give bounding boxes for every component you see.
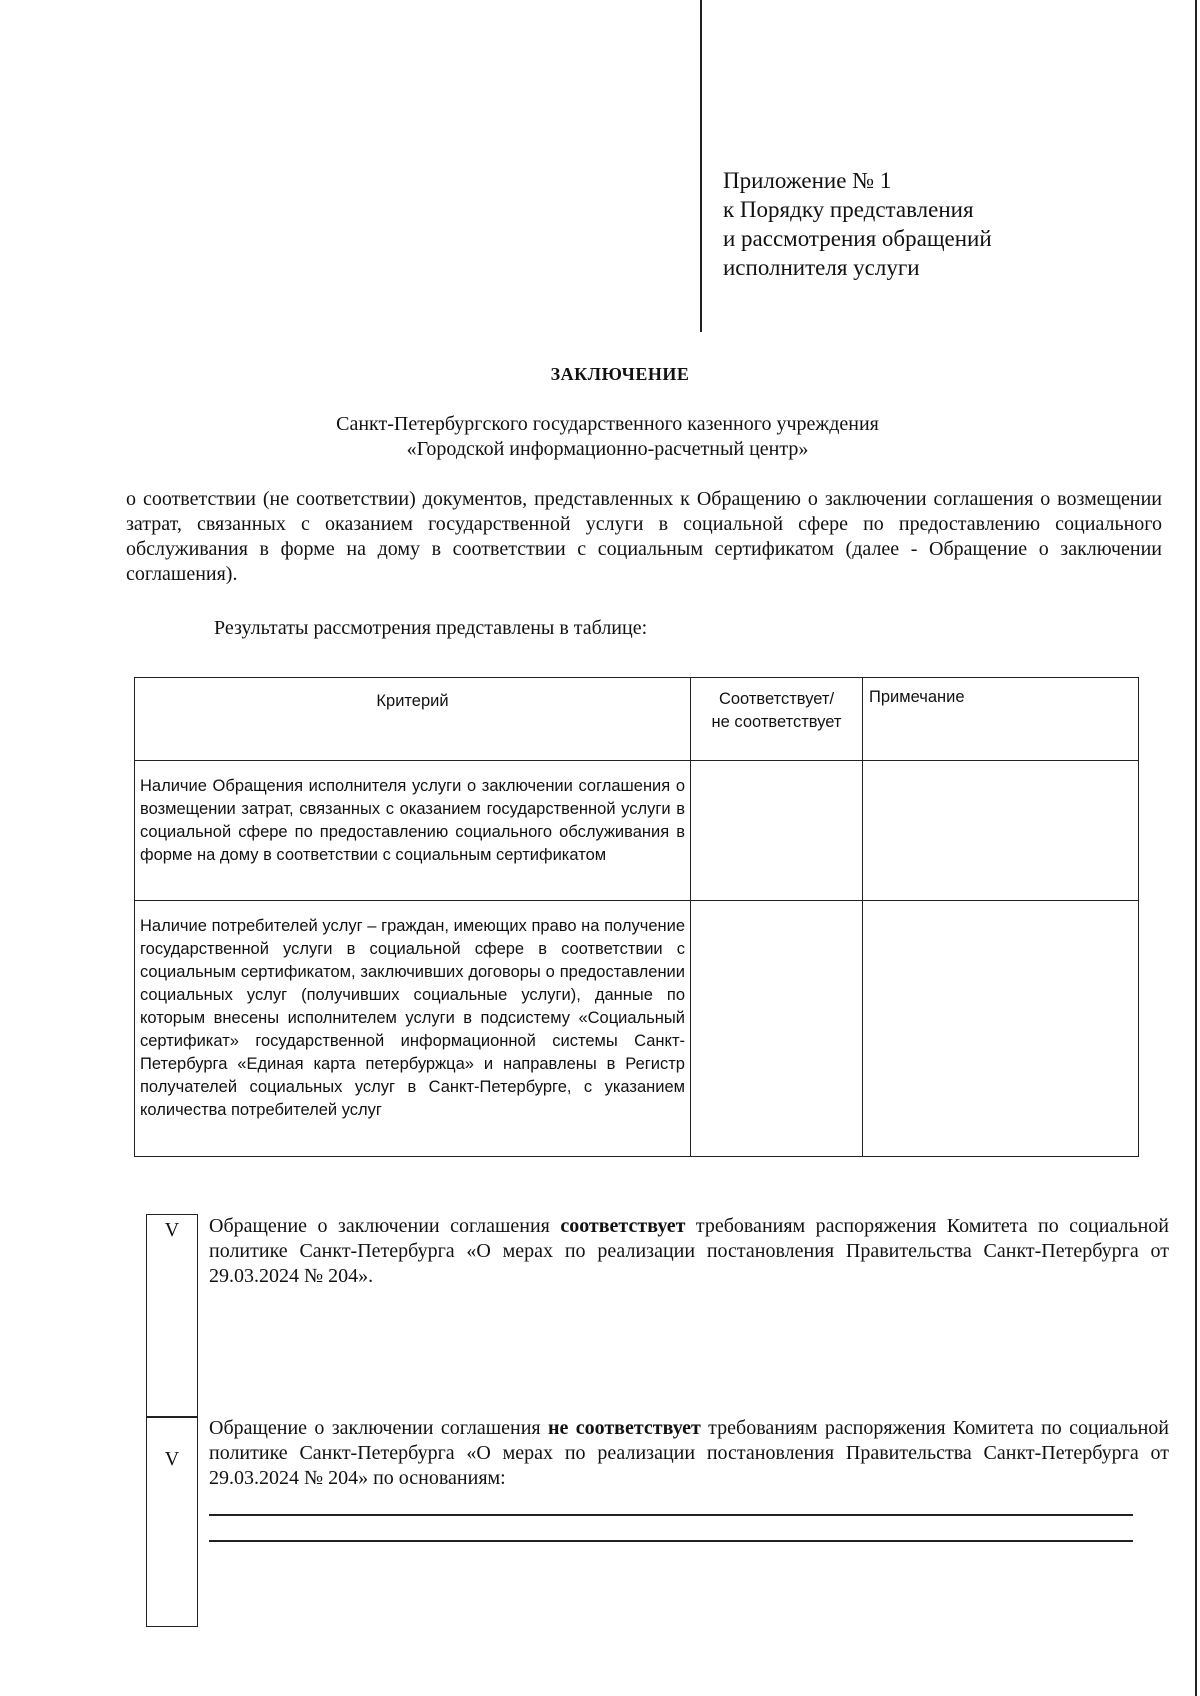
organization-name [0,412,1200,462]
document-title: ЗАКЛЮЧЕНИЕ [550,364,690,384]
organization-line-2: «Городской информационно-расчетный центр» [406,438,809,460]
results-caption: Результаты рассмотрения представлены в таблице: [214,617,648,639]
conclusion-status-bold: не соответствует [547,1417,701,1439]
right-border-line [1195,0,1197,1696]
match-cell[interactable] [691,761,863,901]
table-header-row [135,678,1139,761]
header-match-line-2: не соответствует [711,713,842,731]
margin-vertical-line [700,0,702,332]
header-criterion: Критерий [135,678,691,761]
header-match [691,678,863,761]
conclusion-complies [209,1214,1169,1289]
reason-blank-line-2[interactable] [209,1540,1133,1542]
table-row [135,901,1139,1157]
appendix-note [723,166,992,282]
note-cell[interactable] [863,761,1139,901]
appendix-line-2: к Порядку представления [723,197,974,222]
conclusion-suffix: требованиям распоряжения Комитета по социальной политике Санкт-Петербурга «О мерах по реализации постановления Правительства Санкт-Петербурга от 29.03.2024 № 204». [209,1215,1169,1287]
criteria-table [134,677,1139,1157]
conclusion-prefix: Обращение о заключении соглашения [209,1215,561,1237]
organization-line-1: Санкт-Петербургского государственного казенного учреждения [336,413,879,435]
appendix-line-1: Приложение № 1 [723,168,892,193]
appendix-line-3: и рассмотрения обращений [723,226,992,251]
note-cell[interactable] [863,901,1139,1157]
criterion-cell: Наличие Обращения исполнителя услуги о заключении соглашения о возмещении затрат, связанных с оказанием государственной услуги в социальной сфере по предоставлению социального обслуживания в форме на дому в соответствии с социальным сертификатом [135,761,691,901]
intro-paragraph: о соответствии (не соответствии) документов, представленных к Обращению о заключении соглашения о возмещении затрат, связанных с оказанием государственной услуги в социальной сфере по предоставлению социального обслуживания в форме на дому в соответствии с социальным сертификатом (далее - Обращение о заключении соглашения). [126,488,1162,585]
conclusion-not-complies [209,1416,1169,1491]
header-match-line-1: Соответствует/ [718,690,835,708]
appendix-line-4: исполнителя услуги [723,255,920,280]
reason-blank-line-1[interactable] [209,1514,1133,1516]
checkbox-complies[interactable]: V [146,1214,198,1421]
criterion-cell: Наличие потребителей услуг – граждан, имеющих право на получение государственной услуги в социальной сфере в соответствии с социальным сертификатом, заключивших договоры о предоставлении социальных услуг (получивших социальные услуги), данные по которым внесены исполнителем услуги в подсистему «Социальный сертификат» государственной информационной системы Санкт-Петербурга «Единая карта петербуржца» и направлены в Регистр получателей социальных услуг в Санкт-Петербурге, с указанием количества потребителей услуг [135,901,691,1157]
conclusion-status-bold: соответствует [560,1215,686,1237]
table-row [135,761,1139,901]
checkbox-not-complies[interactable]: V [146,1417,198,1627]
match-cell[interactable] [691,901,863,1157]
conclusion-suffix: требованиям распоряжения Комитета по социальной политике Санкт-Петербурга «О мерах по реализации постановления Правительства Санкт-Петербурга от 29.03.2024 № 204» по основаниям: [209,1417,1169,1489]
header-note: Примечание [863,678,1139,761]
conclusion-prefix: Обращение о заключении соглашения [209,1417,548,1439]
